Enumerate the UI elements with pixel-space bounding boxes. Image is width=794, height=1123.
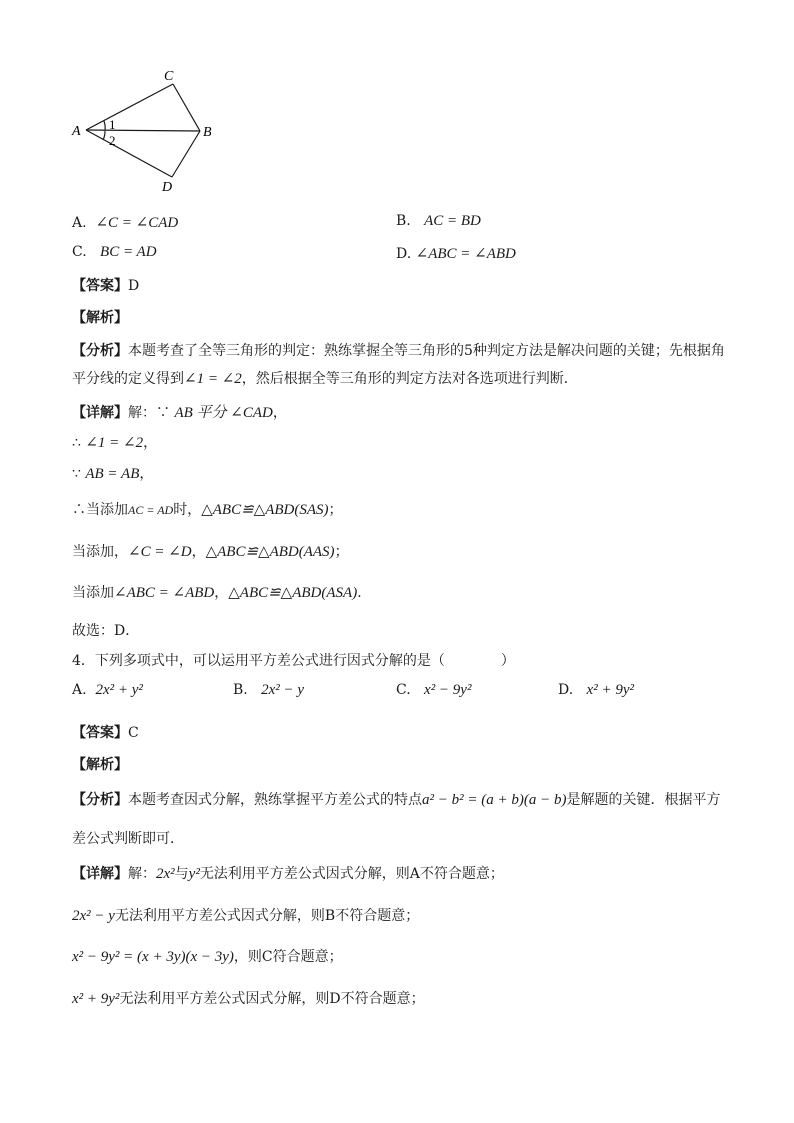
detail-math: ∠ABC = ∠ABD [114,585,215,601]
triangle-figure [60,60,230,200]
detail-math2: y² [188,866,200,882]
detail-math2: △ABC≌△ABD(SAS) [201,502,329,518]
detail-math: ∠C = ∠D [128,544,192,560]
q3-detail-line-1 [72,432,157,452]
detail-post: ； [334,544,349,560]
label-angle-2: 2 [109,133,116,148]
q3-detail-line-2 [72,463,153,483]
detail-tag: 【详解】 [72,405,128,421]
detail-mid: 与 [174,866,189,882]
detail-post: ； [328,502,343,518]
detail-post: 无法利用平方差公式因式分解，则D不符合题意； [119,991,425,1007]
detail-math: ∠1 = ∠2 [85,435,144,451]
q3-fenxi-line1 [72,340,725,360]
option-letter: D. [396,246,412,262]
q4-detail-line-2 [72,946,343,966]
segment-ab [86,130,200,131]
option-expr: ∠ABC = ∠ABD [415,246,516,262]
q3-answer [72,275,139,295]
detail-post: 无法利用平方差公式因式分解，则A不符合题意； [199,866,504,882]
q3-detail-line-3 [72,499,343,519]
detail-pre: ∵ [72,466,86,482]
angle-arc-1 [104,121,105,130]
option-letter: A. [72,215,87,231]
segment-ad [86,130,172,177]
detail-pre: ∴ [72,435,86,451]
q4-detail-line-3 [72,988,425,1008]
detail-pre: ∴当添加 [72,502,128,518]
label-b: B [203,125,212,140]
segment-db [172,131,200,177]
detail-post: ， [272,405,287,421]
segment-cb [173,84,200,131]
q3-detail-line-4 [72,541,349,561]
detail-mid: 时， [173,502,202,518]
detail-pre: 当添加 [72,585,114,601]
label-angle-1: 1 [109,117,116,132]
segment-ac [86,84,173,130]
fenxi-math: ∠1 = ∠2 [184,371,242,387]
detail-post: ， [139,466,154,482]
q4-fenxi-line2: 差公式判断即可． [72,831,184,847]
fenxi-text: 本题考查因式分解，熟练掌握平方差公式的特点 [128,792,422,808]
fenxi-text: 是解题的关键．根据平方 [566,792,721,808]
q4-detail-line-1 [72,905,419,925]
detail-pre: 解：∵ [128,405,175,421]
q3-option-d [396,244,516,263]
q3-fenxi-line2 [72,368,578,388]
option-letter: C. [396,682,411,698]
option-letter: B. [396,213,411,229]
detail-pre: 解： [128,866,156,882]
detail-post: ，则C符合题意； [233,949,343,965]
label-a: A [72,124,81,139]
option-expr: x² + 9y² [586,682,634,698]
answer-value: C [128,725,139,741]
q4-option-c [396,682,471,699]
detail-post: ． [357,585,372,601]
option-letter: C. [72,244,87,260]
q3-detail-line-0 [72,401,287,422]
q3-option-c [72,244,157,261]
q4-detail-line-0 [72,863,504,883]
option-letter: A. [72,682,87,698]
q4-analysis-tag: 【解析】 [72,757,128,773]
option-expr: BC = AD [100,244,157,260]
detail-post: 无法利用平方差公式因式分解，则B不符合题意； [114,908,420,924]
q4-fenxi-line1 [72,789,720,809]
option-expr: x² − 9y² [424,682,472,698]
detail-pre: 当添加， [72,544,128,560]
q3-choice: 故选：D． [72,623,140,639]
q3-analysis-tag: 【解析】 [72,310,128,326]
detail-mid: ， [214,585,229,601]
answer-value: D [128,278,140,294]
option-letter: D. [558,682,574,698]
fenxi-text: ，然后根据全等三角形的判定方法对各选项进行判断． [241,371,578,387]
detail-math: AB = AB [85,466,140,482]
option-expr: AC = BD [424,213,481,229]
answer-tag: 【答案】 [72,725,128,741]
angle-arc-2 [103,131,105,140]
option-letter: B. [233,682,248,698]
option-expr: 2x² − y [261,682,305,698]
q4-stem: 4．下列多项式中，可以运用平方差公式进行因式分解的是（ ） [72,653,515,669]
fenxi-text: 平分线的定义得到 [72,371,184,387]
detail-tag: 【详解】 [72,866,128,882]
label-d: D [162,180,173,195]
detail-mid: ， [191,544,206,560]
q4-option-a [72,682,143,699]
detail-math2: △ABC≌△ABD(ASA) [228,585,358,601]
q3-detail-line-5 [72,582,371,602]
answer-tag: 【答案】 [72,278,128,294]
q3-option-a [72,213,178,232]
detail-math: AB 平分 ∠CAD [174,405,273,421]
detail-post: ， [143,435,158,451]
q4-option-d [558,682,634,699]
q3-option-b [396,213,481,230]
fenxi-tag: 【分析】 [72,792,128,808]
detail-math: 2x² [156,866,175,882]
detail-math: 2x² − y [72,908,115,924]
fenxi-math: a² − b² = (a + b)(a − b) [422,792,567,808]
q4-answer [72,722,139,742]
fenxi-text: 本题考查了全等三角形的判定：熟练掌握全等三角形的5种判定方法是解决问题的关键；先根据角 [128,343,725,359]
detail-math2: △ABC≌△ABD(AAS) [205,544,335,560]
label-c: C [164,69,174,84]
option-expr: 2x² + y² [95,682,143,698]
fenxi-tag: 【分析】 [72,343,128,359]
option-expr: ∠C = ∠CAD [95,215,179,231]
detail-math: x² − 9y² = (x + 3y)(x − 3y) [72,949,234,965]
detail-math: x² + 9y² [72,991,120,1007]
q4-option-b [233,682,304,699]
detail-math: AC = AD [128,503,174,517]
